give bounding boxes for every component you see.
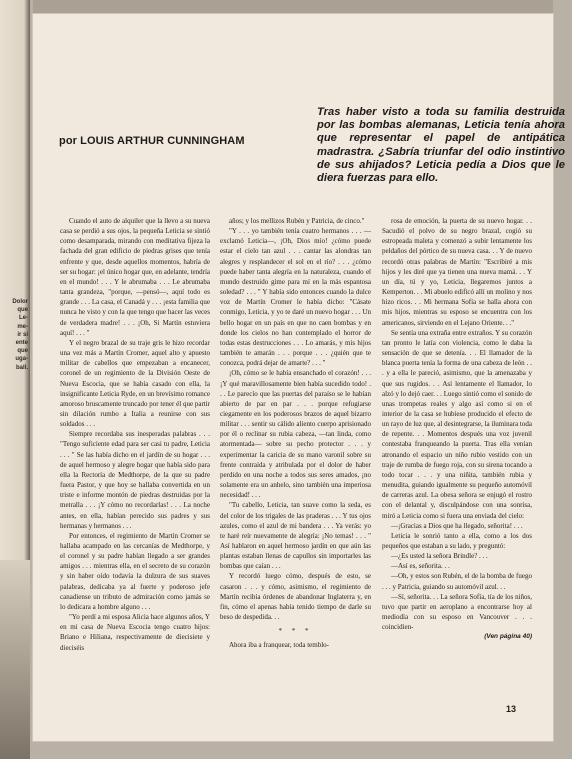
page-top-edge bbox=[33, 0, 553, 14]
paragraph: "Tu cabello, Leticia, tan suave como la seda, es del color de los trigales de las praderas . . . Y tus ojos azules, como el azul de mi bandera . . . Ya verás: yo te haré reír nuevamente de alegría: ¡No temas! . . . " Así hablaron en aquel hermoso jardín en que aún las plantas estaban llenas de capullos sin importarles las bombas que caían . . . bbox=[220, 501, 371, 571]
article-byline: por LOUIS ARTHUR CUNNINGHAM bbox=[59, 135, 245, 147]
paragraph: Y el negro brazal de su traje gris le hizo recordar una vez más a Martín Cromer, aquel alto y apuesto militar de cabellos que empezaban a encanecer, coronel de un regimiento de la División Oeste de Nueva Escocia, que se había casado con ella, la insignificante Leticia Ryde, en un brevísimo romance amoroso bruscamente truncado por tener él que partir sin dilación rumbo a Italia a reunirse con sus soldados . . . bbox=[60, 338, 210, 429]
paragraph: años; y los mellizos Rubén y Patricia, de cinco." bbox=[229, 217, 365, 225]
text-column-2 bbox=[220, 216, 371, 651]
paragraph: —Así es, señorita. . . bbox=[391, 562, 450, 571]
paragraph: Siempre recordaba sus inesperadas palabras . . . "Tengo suficiente edad para ser casi tu padre, Leticia . . . " Se las había dicho en el jardín de su hogar . . . de aquel hermoso y alegre hogar que había sido para ella la Rectoría de Medthorpe, de la que su padre fuera Pastor, y que hoy se hallaba convertida en un triste e informe montón de piedras destruidas por la metralla . . . ¡Y cómo no recordarlas! . . . La noche antes, en ella, habían perecido sus padres y sus hermanas y hermanos . . . bbox=[60, 430, 210, 530]
previous-page-fold bbox=[0, 560, 30, 759]
paragraph: Se sentía una extraña entre extraños. Y su corazón tan pronto le latía con violencia, como le daba la sensación de que se detenía. . . El llamador de la blanca puerta tenía la forma de una cabeza de león . . . y a ella le pareció, asimismo, que la amenazaba y que sus rugidos. . . Así lentamente el llamador, lo alzó y lo dejó caer. . . Luego sintió como el sonido de unas trompetas reales y algo así como si en el interior de la casa se hubiese producido el efecto de un rayo de luz que, al desintegrarse, la iluminara toda de repente. . . Momentos después una voz juvenil contestaba franqueando la puerta. Tras ella venían atronando el espacio un niño rubio vestido con un traje de rumba de fuego roja, con su sirena tocando a todo tocar . . . y una niñita, también rubia y menudita, guiando igualmente su pequeño automóvil de carreras azul. La obesa señora se enjugó el rostro con el delantal y, disculpándose con una sonrisa, miró a Leticia como si fuera una enviada del cielo: bbox=[382, 328, 532, 520]
paragraph: ¡Oh, cómo se le había ensanchado el corazón! . . . ¡Y qué maravillosamente bien había sucedido todo! . . . Le parecío que las puertas del paraíso se le habían abierto de par en par . . . porque refugiarse ciegamente en los poderosos brazos de aquel bizarro militar . . . sentir su cálido aliento cuerpo aprisionado por él o reclinar su rubia cabeza, —tan linda, como atormentada— sobre su pecho protector . . . y experimentar la caricia de su mano varonil sobre su frente contraída y atribulada por el dolor de haber perdido en una noche a todos sus seres amados, ¡no solamente era un anhelo, sino también una imperiosa necesidad! . . . bbox=[220, 369, 371, 500]
paragraph: "Y . . . yo también tenía cuatro hermanos . . . —exclamó Leticia—, ¡Oh, Dios mío! ¿cómo puede estar el cielo tan azul . . . cantar las alondras tan alegres y resplandecer el sol en el río? . . . ¿cómo puede haber tanta alegría en la naturaleza, cuando el mundo destruido gime para mí en la más espantosa soledad? . . . " Y había sido entonces cuando la dulce voz de Martín Cromer le había dicho: "Cásate conmigo, Leticia, y yo te daré un nuevo hogar . . . Un bello hogar en un país en que no caen bombas y en donde los cielos no han contemplado el horror de todas estas destrucciones . . . Lo amarás, y mis hijos también te amarán . . . porque . . . ¿quién que te conozca, podrá dejar de amarte? . . . " bbox=[220, 227, 371, 368]
paragraph: —Sí, señorita. . . La señora Sofía, tía de los niños, tuvo que partir en aeroplano a encontrarse hoy al mediodía con su esposo en Vancouver . . . coincidien- bbox=[382, 592, 532, 632]
paragraph: —Oh, y estos son Rubén, el de la bomba de fuego . . . y Patricia, guiando su automóvil azul. . . bbox=[382, 572, 532, 591]
paragraph: —¡Gracias a Dios que ha llegado, señorita! . . . bbox=[391, 521, 523, 530]
paragraph: rosa de emoción, la puerta de su nuevo hogar. . . Sacudió el polvo de su negro brazal, cogió su estropeada maleta y comenzó a subir lentamente los peldaños del pórtico de su nueva casa. . . Y de nuevo recordó otras palabras de Martín: "Escribiré a mis hijos y les diré que ya tienen una nueva mamá. . . Y un día, tú y yo, Leticia, llegaremos juntos a Kemperton. . . Mi abuelo edificó allí un molino y nos hizo ricos. . . Mi hermana Sofía se halla ahora con mis hijos, mientras su esposo se encuentra con los americanos, sirviendo en el Lejano Oriente. . ." bbox=[382, 217, 532, 327]
paragraph: Por entonces, el regimiento de Martín Cromer se hallaba acampado en las cercanías de Medthorpe, y el coronel y su padre habían llegado a ser grandes amigos . . . mientras ella, en el secreto de su corazón y sin haber oído todavía la dulzura de sus suaves palabras, dedicaba ya al fuerte y poderoso jefe canadiense un tributo de admiración como jamás se lo dedicara a hombre alguno . . . bbox=[60, 531, 210, 611]
text-column-3 bbox=[382, 216, 532, 643]
paragraph: Cuando el auto de alquiler que la llevo a su nueva casa se perdió a sus ojos, la pequeña Leticia se sintió como desamparada, mirando con meditativa fijeza la fachada del gran edificio de piedras grises que tenía enfrente y que, desde aquellos momentos, habría de ser su hogar: ¡el único hogar que, en adelante, tendría en el mundo! . . . Y le abrumaba . . . Le abrumaba tanta grandeza, "porque, —pensó—, aquí todo es grande . . . La casa, el Canadá y . . . ¡esta familia que nunca he visto y con la que tengo que hacer las veces de verdadera madre! . . . ¡Oh, Si Martín estuviera aquí! . . . " bbox=[60, 217, 210, 337]
paragraph: —¿Es usted la señora Brindle? . . . bbox=[391, 552, 488, 561]
paragraph: Ahora iba a franquear, toda temblo- bbox=[229, 641, 330, 650]
paragraph: Y recordó luego cómo, después de esto, se casaron . . . y cómo, asimismo, el regimiento de Martín recibía órdenes de abandonar Inglaterra y, en fin, cómo el apenas había tenido tiempo de darle su beso de despedida. . . bbox=[220, 572, 371, 622]
paragraph: Leticia le sonrió tanto a ella, como a los dos pequeños que estaban a su lado, y preguntó: bbox=[382, 531, 532, 550]
paragraph: "Yo perdí a mi esposa Alicia hace algunos años, Y en mi casa de Nueva Escocia tengo cuatro hijos: Briano e Hiliana, respectivamente de diecisiete y dieciséis bbox=[60, 613, 210, 652]
text-column-1 bbox=[60, 216, 210, 653]
article-intro: Tras haber visto a toda su familia destruida por las bombas alemanas, Leticia tenía ahora que representar el papel de antipática madrastra. ¿Sabría triunfar del odio instintivo de sus ahijados? Leticia pedía a Dios que le diera fuerzas para ello. bbox=[317, 106, 565, 185]
section-break: * * * bbox=[278, 627, 313, 636]
continued-note: (Ven página 40) bbox=[484, 633, 532, 641]
page-number: 13 bbox=[506, 704, 517, 714]
previous-page-text: Dolor que Le- me- ir si ente que uga- ball. bbox=[12, 299, 28, 371]
